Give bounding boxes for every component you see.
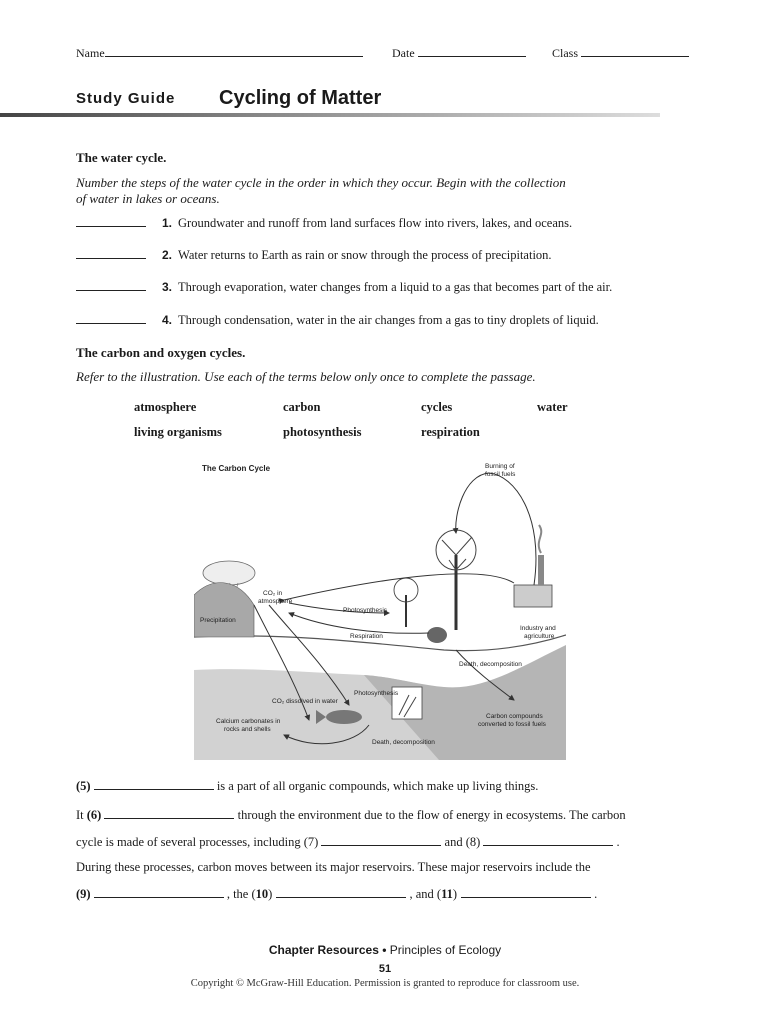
carbon-cycle-instructions: Refer to the illustration. Use each of the terms below only once to complete the passage.: [76, 369, 536, 384]
label-co2-dissolved: CO₂ dissolved in water: [272, 698, 338, 705]
blank-10[interactable]: [276, 888, 406, 898]
blank-6[interactable]: [104, 809, 234, 819]
date-label: Date: [392, 46, 415, 60]
label-agriculture: agriculture: [524, 633, 555, 640]
carbon-cycle-heading: The carbon and oxygen cycles.: [76, 345, 246, 360]
passage-text: It: [76, 808, 84, 822]
title-rule: [0, 113, 660, 117]
carbon-cycle-illustration: [194, 455, 566, 760]
label-photosynthesis: Photosynthesis: [343, 607, 388, 614]
class-label: Class: [552, 46, 579, 60]
term-respiration: respiration: [421, 425, 480, 439]
water-cycle-heading: The water cycle.: [76, 150, 167, 165]
answer-blank[interactable]: [76, 216, 146, 227]
passage-line-3: [76, 835, 686, 850]
step-number: 2.: [162, 248, 173, 262]
class-field: [552, 46, 689, 61]
blank-number-5: (5): [76, 779, 91, 793]
passage-line-1: [76, 779, 686, 794]
water-step-1: [76, 216, 716, 231]
blank-number-9: (9): [76, 887, 91, 901]
term-atmosphere: atmosphere: [134, 400, 197, 414]
passage-text: , and: [409, 887, 434, 901]
step-text: Through condensation, water in the air changes from a gas to tiny droplets of liquid.: [178, 313, 599, 327]
label-carbon-compounds: Carbon compounds: [486, 713, 543, 720]
label-precipitation: Precipitation: [200, 617, 236, 624]
answer-blank[interactable]: [76, 280, 146, 291]
label-death-decomposition-1: Death, decomposition: [459, 661, 522, 668]
blank-8[interactable]: [483, 836, 613, 846]
hill: [194, 583, 254, 637]
smoke: [539, 525, 542, 553]
label-converted-fossil: converted to fossil fuels: [478, 721, 546, 728]
term-water: water: [537, 400, 568, 414]
industry-arrow: [284, 574, 514, 600]
term-cycles: cycles: [421, 400, 453, 414]
label-calcium-carbonates: Calcium carbonates in: [216, 718, 281, 725]
label-industry: Industry and: [520, 625, 556, 632]
date-line[interactable]: [418, 46, 526, 57]
footer-subject: Principles of Ecology: [389, 943, 502, 957]
passage-text: , the: [226, 887, 249, 901]
smokestack: [538, 555, 544, 585]
step-number: 3.: [162, 280, 173, 294]
burning-arrow: [456, 473, 536, 585]
passage-line-2: [76, 808, 686, 823]
blank-number-7: (7): [303, 835, 319, 849]
label-burning: Burning of: [485, 463, 515, 470]
blank-7[interactable]: [321, 836, 441, 846]
name-line[interactable]: [105, 46, 363, 57]
label-death-decomposition-2: Death, decomposition: [372, 739, 435, 746]
footer-chapter-label: Chapter Resources: [268, 943, 379, 957]
label-photosynthesis-water: Photosynthesis: [354, 690, 399, 697]
label-atmosphere: atmosphere: [258, 598, 293, 605]
passage-text: .: [616, 835, 620, 849]
water-step-2: [76, 248, 716, 263]
blank-5[interactable]: [94, 780, 214, 790]
date-field: [392, 46, 526, 61]
blank-9[interactable]: [94, 888, 224, 898]
label-fossil-fuels: fossil fuels: [485, 471, 516, 478]
water-cycle-instructions: [76, 175, 716, 207]
footer-chapter: [0, 943, 770, 957]
label-rocks-shells: rocks and shells: [224, 726, 271, 733]
blank-number-6: (6): [86, 808, 102, 822]
term-living-organisms: living organisms: [134, 425, 222, 439]
step-text: Groundwater and runoff from land surfaces flow into rivers, lakes, and oceans.: [178, 216, 573, 230]
footer-bullet: •: [382, 943, 387, 957]
passage-line-5: (9) , the (10) , and (11) .: [76, 887, 598, 901]
water-step-3: [76, 280, 716, 295]
respiration-arrow: [289, 613, 429, 633]
blank-11[interactable]: [461, 888, 591, 898]
name-field: [76, 46, 363, 61]
class-line[interactable]: [581, 46, 689, 57]
page-number: 51: [378, 963, 392, 975]
passage-line-4: During these processes, carbon moves between its major reservoirs. These major reservoirs include the: [76, 860, 591, 874]
term-photosynthesis: photosynthesis: [283, 425, 362, 439]
study-guide-label: Study Guide: [76, 90, 176, 107]
passage-text: is a part of all organic compounds, which make up living things.: [216, 779, 539, 793]
step-number: 4.: [162, 313, 173, 327]
page-title: Cycling of Matter: [219, 87, 382, 109]
blank-number-8: (8): [465, 835, 481, 849]
animal: [427, 627, 447, 643]
answer-blank[interactable]: [76, 313, 146, 324]
passage-text: and: [444, 835, 463, 849]
label-respiration: Respiration: [350, 633, 383, 640]
cloud: [203, 561, 255, 585]
figure-title: The Carbon Cycle: [202, 464, 271, 473]
instructions-line-1: Number the steps of the water cycle in the order in which they occur. Begin with the collection: [76, 175, 566, 190]
passage-text: cycle is made of several processes, including: [76, 835, 301, 849]
factory: [514, 585, 552, 607]
step-number: 1.: [162, 216, 173, 230]
name-label: Name: [76, 46, 105, 60]
copyright: Copyright © McGraw-Hill Education. Permission is granted to reproduce for classroom use.: [190, 978, 580, 989]
instructions-line-2: of water in lakes or oceans.: [76, 191, 220, 206]
passage-text: .: [594, 887, 598, 901]
water-step-4: [76, 313, 716, 328]
answer-blank[interactable]: [76, 248, 146, 259]
label-co2-in: CO₂ in: [263, 590, 283, 597]
step-text: Water returns to Earth as rain or snow through the process of precipitation.: [178, 248, 552, 262]
fish: [326, 710, 362, 724]
step-text: Through evaporation, water changes from a liquid to a gas that becomes part of the air.: [178, 280, 613, 294]
passage-text: through the environment due to the flow of energy in ecosystems. The carbon: [237, 808, 626, 822]
term-carbon: carbon: [283, 400, 321, 414]
